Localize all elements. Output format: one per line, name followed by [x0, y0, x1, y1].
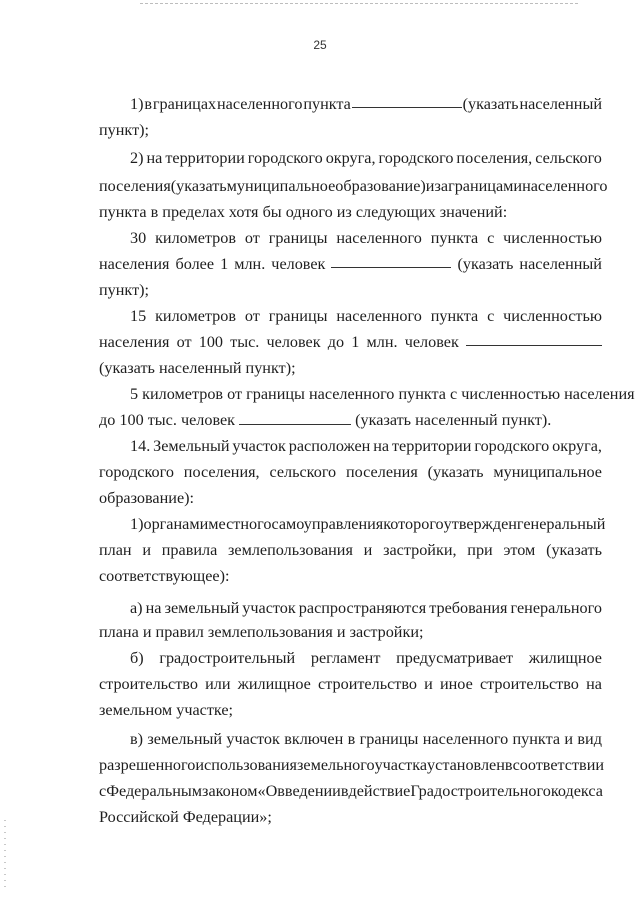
text-line	[99, 754, 605, 776]
word: пункта	[303, 95, 351, 113]
word: тыс.	[230, 333, 260, 351]
text-line	[130, 647, 602, 669]
word: населенного	[336, 307, 422, 325]
word: участка	[374, 756, 428, 774]
word: пункта	[430, 307, 479, 325]
word: на	[586, 675, 602, 693]
word: земельного	[297, 756, 375, 774]
word: регламент	[310, 649, 381, 667]
text-line	[99, 279, 149, 301]
text-line	[99, 673, 602, 695]
word: 2)	[130, 149, 144, 167]
word: от	[227, 385, 243, 403]
word: в	[150, 203, 159, 221]
text-line	[130, 597, 602, 619]
word: населенного	[422, 730, 509, 748]
text-line	[130, 305, 602, 327]
word: предусматривает	[396, 649, 514, 667]
word: населенного	[308, 385, 395, 403]
text-line	[99, 699, 233, 721]
text-line	[130, 435, 602, 457]
text-line	[99, 780, 602, 802]
word: 100	[198, 333, 224, 351]
word: пункт);	[245, 359, 296, 377]
word: пункта	[430, 229, 479, 247]
text-line	[99, 539, 602, 561]
word: (указать	[427, 463, 484, 481]
text-line	[130, 728, 602, 750]
word: и	[564, 730, 574, 748]
word: органами	[143, 515, 209, 533]
word: одного	[285, 203, 333, 221]
word: в	[340, 782, 349, 800]
word: численностью	[503, 307, 602, 325]
word: населенный	[415, 411, 498, 429]
word: и	[363, 541, 373, 559]
word: городского	[474, 437, 550, 455]
word: земельном	[99, 701, 173, 719]
word: план	[99, 541, 132, 559]
word: которого	[383, 515, 444, 533]
word: муниципальное	[226, 177, 336, 195]
word: населенного	[522, 177, 608, 195]
text-line	[99, 806, 272, 828]
word: на	[373, 437, 390, 455]
word: от	[244, 229, 260, 247]
word: участок	[226, 730, 280, 748]
word: пункт);	[99, 281, 150, 299]
fill-in-blank	[352, 93, 462, 108]
word: за	[434, 177, 449, 195]
word: млн.	[234, 255, 266, 273]
word: образование):	[99, 489, 195, 507]
word: правила	[161, 541, 218, 559]
word: включен	[284, 730, 344, 748]
word: численностью	[461, 385, 561, 403]
word: поселения	[346, 463, 418, 481]
word: пункт);	[99, 121, 150, 139]
word: строительство	[318, 675, 417, 693]
word: законом	[202, 782, 258, 800]
word: с	[450, 385, 458, 403]
word: застройки,	[383, 541, 457, 559]
word: вид	[577, 730, 602, 748]
word: жилищное	[237, 675, 311, 693]
word: землепользования	[228, 541, 353, 559]
word: населения	[564, 385, 635, 403]
word: пределах	[162, 203, 225, 221]
text-line	[130, 93, 602, 115]
word: Градостроительного	[410, 782, 551, 800]
word: километров	[142, 385, 224, 403]
word: самоуправления	[271, 515, 384, 533]
text-line	[99, 253, 602, 275]
word: генерального	[510, 599, 602, 617]
text-line	[130, 227, 602, 249]
word: городского	[247, 149, 323, 167]
text-line	[99, 331, 602, 353]
word: (указать	[457, 255, 514, 273]
word: введении	[277, 782, 341, 800]
word: населенный	[519, 255, 602, 273]
word: застройки;	[349, 623, 424, 641]
word: из	[336, 203, 352, 221]
word: использования	[195, 756, 297, 774]
word: следующих	[355, 203, 436, 221]
word: участке;	[176, 701, 234, 719]
word: в)	[130, 730, 144, 748]
word: (указать	[99, 359, 155, 377]
word: населенного	[217, 95, 303, 113]
word: территории	[391, 437, 472, 455]
word: установлен	[427, 756, 505, 774]
word: городского	[99, 463, 174, 481]
word: 14.	[130, 437, 151, 455]
word: муниципальное	[493, 463, 602, 481]
word: значений:	[439, 203, 508, 221]
word: поселения,	[183, 463, 260, 481]
word: правил	[155, 623, 204, 641]
word: в	[144, 95, 153, 113]
word: округа,	[325, 149, 376, 167]
word: жилищное	[528, 649, 602, 667]
word: и	[424, 675, 433, 693]
word: поселения,	[456, 149, 533, 167]
word: градостроительный	[159, 649, 296, 667]
word: бы	[262, 203, 282, 221]
word: этом	[503, 541, 536, 559]
text-line	[130, 383, 635, 405]
word: на	[145, 599, 162, 617]
word: участок	[242, 599, 296, 617]
word: и	[425, 177, 435, 195]
word: поселения	[99, 177, 171, 195]
word: городского	[378, 149, 454, 167]
word: более	[175, 255, 215, 273]
word: на	[146, 149, 163, 167]
word: земельный	[147, 730, 223, 748]
word: человек	[266, 333, 321, 351]
word: б)	[130, 649, 144, 667]
word: километров	[155, 229, 236, 247]
word: человек	[404, 333, 459, 351]
word: 1)	[130, 515, 144, 533]
word: пункта	[398, 385, 446, 403]
word: пункт).	[501, 411, 552, 429]
word: и	[142, 623, 152, 641]
word: населенный	[158, 359, 242, 377]
word: границы	[359, 730, 419, 748]
text-line	[99, 175, 608, 197]
text-line	[99, 621, 423, 643]
word: соответствующее):	[99, 567, 230, 585]
scan-border-top	[140, 3, 580, 4]
word: в	[504, 756, 513, 774]
word: с	[487, 229, 495, 247]
fill-in-blank	[239, 410, 351, 425]
word: населения	[99, 333, 170, 351]
word: границами	[448, 177, 523, 195]
text-line	[99, 357, 296, 379]
word: соответствии	[512, 756, 605, 774]
word: утвержден	[443, 515, 517, 533]
word: (указать	[355, 411, 412, 429]
text-line	[99, 487, 194, 509]
word: населения	[99, 255, 170, 273]
word: или	[205, 675, 231, 693]
word: от	[244, 307, 260, 325]
word: иное	[439, 675, 473, 693]
text-line	[99, 565, 230, 587]
word: строительство	[99, 675, 198, 693]
word: пункта	[99, 203, 147, 221]
word: до	[99, 411, 116, 429]
word: требования	[429, 599, 508, 617]
word: расположен	[288, 437, 371, 455]
word: кодекса	[550, 782, 603, 800]
word: с	[99, 782, 107, 800]
word: хотя	[228, 203, 259, 221]
fill-in-blank	[331, 253, 451, 268]
word: 15	[130, 307, 147, 325]
word: человек	[180, 411, 236, 429]
word: (указать	[462, 95, 519, 113]
word: млн.	[366, 333, 398, 351]
word: участок	[232, 437, 286, 455]
word: границы	[268, 307, 328, 325]
text-line	[130, 147, 602, 169]
word: 30	[130, 229, 147, 247]
word: земельный	[164, 599, 240, 617]
word: населенного	[336, 229, 422, 247]
word: населенный	[519, 95, 602, 113]
text-line	[99, 119, 149, 141]
word: 1	[351, 333, 360, 351]
word: 1)	[130, 95, 144, 113]
word: Земельный	[153, 437, 230, 455]
word: округа,	[552, 437, 602, 455]
word: человек	[271, 255, 326, 273]
word: территории	[165, 149, 245, 167]
word: землепользования	[207, 623, 333, 641]
text-line	[99, 461, 602, 483]
word: (указать	[170, 177, 227, 195]
word: границах	[152, 95, 217, 113]
scan-margin-marks	[4, 820, 6, 890]
word: 1	[220, 255, 229, 273]
page-number: 25	[313, 38, 327, 52]
word: Федерации»;	[182, 808, 272, 826]
word: тыс.	[147, 411, 177, 429]
word: при	[467, 541, 493, 559]
text-line	[130, 513, 606, 535]
word: а)	[130, 599, 143, 617]
word: генеральный	[516, 515, 606, 533]
word: сельского	[535, 149, 602, 167]
text-line	[99, 201, 507, 223]
word: с	[487, 307, 495, 325]
word: пункта	[512, 730, 561, 748]
word: 5	[130, 385, 139, 403]
word: границы	[268, 229, 328, 247]
word: строительство	[479, 675, 579, 693]
word: Федеральным	[106, 782, 203, 800]
word: распространяются	[298, 599, 427, 617]
word: 100	[119, 411, 144, 429]
word: до	[327, 333, 345, 351]
word: «О	[257, 782, 278, 800]
word: образование)	[335, 177, 426, 195]
word: и	[142, 541, 152, 559]
word: Российской	[99, 808, 179, 826]
word: действие	[348, 782, 411, 800]
word: (указать	[546, 541, 602, 559]
word: местного	[208, 515, 272, 533]
word: в	[347, 730, 356, 748]
word: и	[336, 623, 346, 641]
word: разрешенного	[99, 756, 196, 774]
word: от	[176, 333, 192, 351]
word: сельского	[269, 463, 337, 481]
fill-in-blank	[466, 331, 602, 346]
word: километров	[155, 307, 236, 325]
word: границы	[246, 385, 305, 403]
word: плана	[99, 623, 139, 641]
word: численностью	[503, 229, 602, 247]
text-line	[99, 409, 551, 431]
